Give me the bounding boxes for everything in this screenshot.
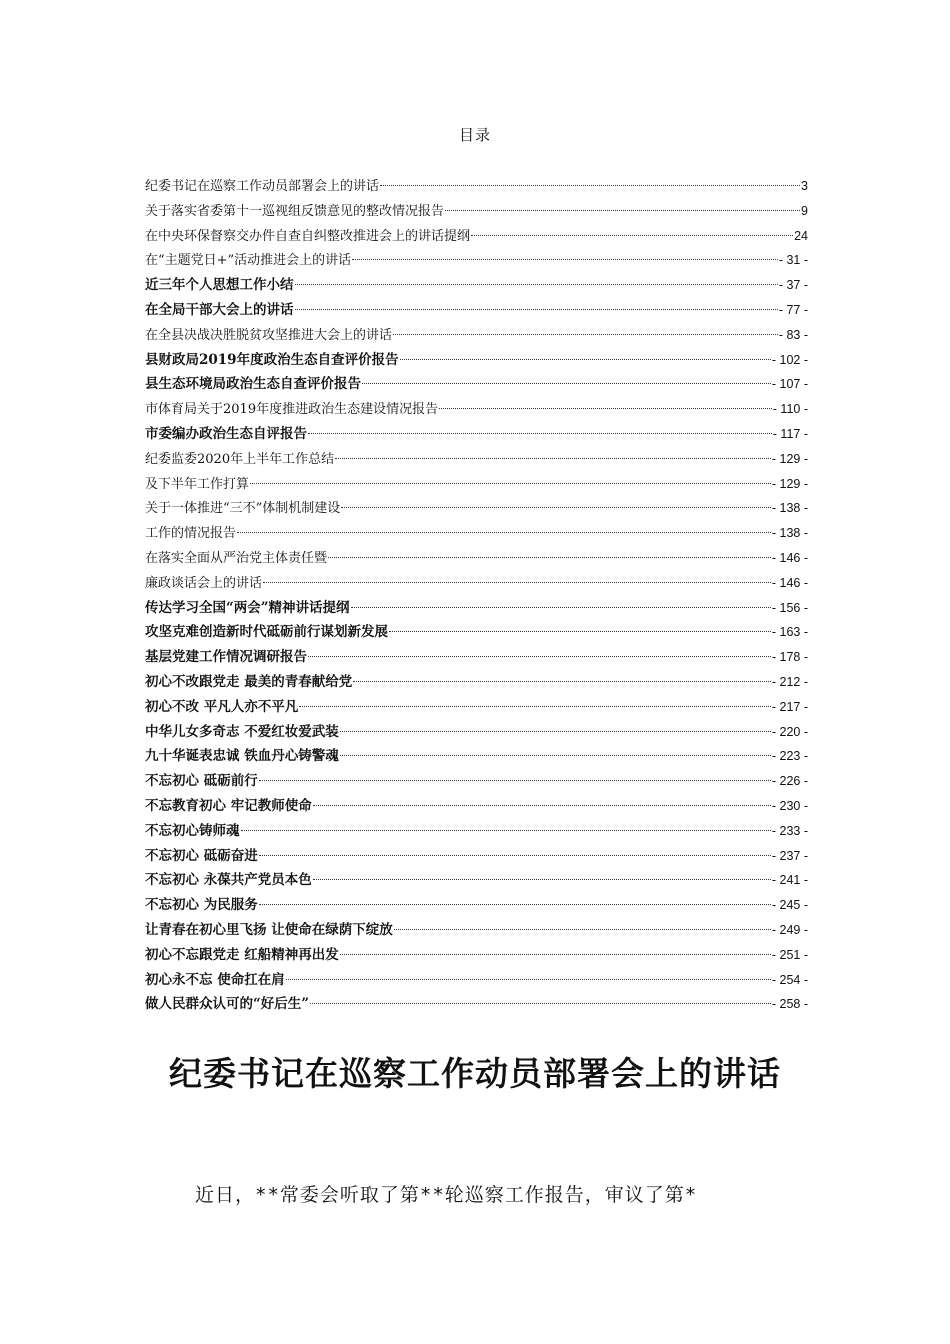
toc-dot-leader [250, 483, 771, 484]
toc-entry-title: 不忘教育初心 牢记教师使命 [145, 797, 312, 814]
toc-entry-title: 县财政局2019年度政治生态自查评价报告 [145, 351, 399, 368]
toc-entry[interactable] [145, 397, 808, 422]
toc-entry[interactable] [145, 521, 808, 546]
toc-dot-leader [335, 458, 771, 459]
toc-entry[interactable] [145, 273, 808, 298]
toc-entry-title: 关于一体推进“三不”体制机制建设 [145, 501, 341, 517]
toc-entry-title: 九十华诞表忠诚 铁血丹心铸警魂 [145, 748, 339, 765]
toc-entry[interactable] [145, 943, 808, 968]
toc-page-number: - 223 - [771, 749, 808, 764]
toc-dot-leader [259, 780, 771, 781]
toc-entry-title: 做人民群众认可的“好后生” [145, 996, 310, 1013]
toc-entry-title: 在落实全面从严治党主体责任暨 [145, 550, 328, 566]
toc-page-number: - 226 - [771, 774, 808, 789]
toc-entry-title: 在中央环保督察交办件自查自纠整改推进会上的讲话提纲 [145, 228, 471, 244]
toc-entry-title: 基层党建工作情况调研报告 [145, 649, 307, 666]
toc-dot-leader [439, 408, 772, 409]
toc-entry-title: 不忘初心 砥砺前行 [145, 773, 258, 790]
toc-entry-title: 让青春在初心里飞扬 让使命在绿荫下绽放 [145, 921, 393, 938]
toc-dot-leader [362, 383, 771, 384]
toc-page-number: - 129 - [771, 476, 808, 491]
toc-entry[interactable] [145, 620, 808, 645]
toc-page-number: - 110 - [772, 402, 808, 417]
toc-entry[interactable] [145, 844, 808, 869]
toc-entry[interactable] [145, 348, 808, 373]
toc-entry-title: 纪委监委2020年上半年工作总结 [145, 451, 335, 467]
toc-page-number: - 245 - [771, 898, 808, 913]
toc-page-number: - 146 - [771, 575, 808, 590]
toc-entry[interactable] [145, 596, 808, 621]
body-paragraph: 近日，**常委会听取了第**轮巡察工作报告，审议了第* [195, 1184, 698, 1206]
toc-entry-title: 传达学习全国“两会”精神讲话提纲 [145, 599, 350, 616]
toc-entry[interactable] [145, 992, 808, 1017]
toc-page-number: - 178 - [771, 650, 808, 665]
toc-page-number: - 233 - [771, 823, 808, 838]
toc-dot-leader [340, 954, 771, 955]
toc-entry-title: 中华儿女多奇志 不爱红妆爱武装 [145, 723, 339, 740]
toc-entry-title: 不忘初心铸师魂 [145, 822, 240, 839]
toc-entry[interactable] [145, 447, 808, 472]
toc-dot-leader [340, 755, 771, 756]
toc-page-number: - 249 - [771, 922, 808, 937]
toc-entry-title: 在全县决战决胜脱贫攻坚推进大会上的讲话 [145, 327, 393, 343]
toc-entry[interactable] [145, 868, 808, 893]
toc-entry-title: 廉政谈话会上的讲话 [145, 575, 263, 591]
toc-entry-title: 市委编办政治生态自评报告 [145, 425, 307, 442]
toc-entry-title: 初心不改 平凡人亦不平凡 [145, 698, 299, 715]
toc-entry[interactable] [145, 298, 808, 323]
toc-entry[interactable] [145, 918, 808, 943]
toc-dot-leader [341, 507, 771, 508]
toc-entry[interactable] [145, 893, 808, 918]
toc-page-number: - 37 - [778, 278, 808, 293]
toc-entry[interactable] [145, 645, 808, 670]
toc-page-number: - 156 - [771, 600, 808, 615]
toc-entry-title: 近三年个人思想工作小结 [145, 277, 294, 294]
toc-page-number: - 83 - [778, 327, 808, 342]
toc-entry[interactable] [145, 819, 808, 844]
toc-dot-leader [445, 210, 800, 211]
toc-dot-leader [295, 309, 778, 310]
toc-dot-leader [352, 259, 778, 260]
toc-page-number: - 107 - [771, 377, 808, 392]
toc-dot-leader [393, 334, 778, 335]
toc-entry-title: 初心永不忘 使命扛在肩 [145, 971, 285, 988]
toc-entry[interactable] [145, 968, 808, 993]
toc-dot-leader [328, 557, 771, 558]
toc-entry-title: 在全局干部大会上的讲话 [145, 301, 294, 318]
toc-page-number: - 163 - [771, 625, 808, 640]
toc-entry-title: 纪委书记在巡察工作动员部署会上的讲话 [145, 179, 380, 194]
document-title: 纪委书记在巡察工作动员部署会上的讲话 [169, 1054, 781, 1093]
toc-page-number: - 31 - [778, 253, 808, 268]
toc-dot-leader [286, 979, 771, 980]
toc-page-number: 24 [794, 228, 808, 243]
toc-entry-title: 不忘初心 砥砺奋进 [145, 847, 258, 864]
toc-dot-leader [400, 359, 771, 360]
toc-entry-title: 在“主题党日+”活动推进会上的讲话 [145, 253, 352, 269]
toc-dot-leader [389, 631, 771, 632]
toc-dot-leader [310, 1003, 771, 1004]
toc-entry[interactable] [145, 224, 808, 249]
toc-page-number: 9 [801, 203, 808, 218]
toc-entry[interactable] [145, 794, 808, 819]
toc-entry-title: 不忘初心 为民服务 [145, 897, 258, 914]
toc-dot-leader [259, 904, 771, 905]
toc-dot-leader [380, 185, 800, 186]
toc-entry[interactable] [145, 199, 808, 224]
toc-page-number: - 220 - [771, 724, 808, 739]
toc-page-number: - 251 - [771, 947, 808, 962]
toc-page-number: - 77 - [778, 302, 808, 317]
toc-page-number: - 138 - [771, 526, 808, 541]
toc-page-number: - 138 - [771, 501, 808, 516]
toc-entry[interactable] [145, 769, 808, 794]
toc-page-number: - 237 - [771, 848, 808, 863]
toc-page-number: - 254 - [771, 972, 808, 987]
toc-dot-leader [259, 855, 771, 856]
toc-entry-title: 初心不忘跟党走 红船精神再出发 [145, 946, 339, 963]
toc-page-number: - 241 - [771, 873, 808, 888]
toc-entry-title: 工作的情况报告 [145, 526, 237, 542]
toc-entry-title: 不忘初心 永葆共产党员本色 [145, 872, 312, 889]
toc-entry[interactable] [145, 744, 808, 769]
toc-entry[interactable] [145, 571, 808, 596]
toc-dot-leader [340, 731, 771, 732]
toc-dot-leader [299, 706, 771, 707]
toc-dot-leader [313, 879, 771, 880]
toc-entry-title: 市体育局关于2019年度推进政治生态建设情况报告 [145, 402, 439, 418]
toc-entry[interactable] [145, 372, 808, 397]
toc-entry[interactable] [145, 323, 808, 348]
toc-page-number: - 212 - [771, 674, 808, 689]
toc-page-number: - 129 - [771, 451, 808, 466]
toc-dot-leader [237, 532, 771, 533]
toc-page-number: - 258 - [771, 997, 808, 1012]
toc-entry[interactable] [145, 472, 808, 497]
toc-dot-leader [353, 681, 771, 682]
table-of-contents [145, 174, 808, 1017]
toc-page-number: 3 [801, 179, 808, 193]
toc-dot-leader [308, 656, 771, 657]
toc-page-number: - 146 - [771, 550, 808, 565]
toc-heading: 目录 [458, 126, 491, 144]
toc-entry-title: 关于落实省委第十一巡视组反馈意见的整改情况报告 [145, 203, 445, 219]
toc-page-number: - 230 - [771, 798, 808, 813]
toc-dot-leader [263, 582, 771, 583]
toc-entry-title: 县生态环境局政治生态自查评价报告 [145, 376, 361, 393]
toc-entry[interactable] [145, 248, 808, 273]
toc-dot-leader [241, 830, 771, 831]
toc-dot-leader [295, 284, 778, 285]
toc-page-number: - 117 - [772, 426, 808, 441]
toc-entry[interactable] [145, 496, 808, 521]
toc-entry-title: 初心不改跟党走 最美的青春献给党 [145, 673, 353, 690]
toc-dot-leader [351, 607, 771, 608]
toc-dot-leader [394, 929, 771, 930]
toc-page-number: - 217 - [771, 699, 808, 714]
toc-page-number: - 102 - [771, 352, 808, 367]
toc-entry[interactable] [145, 174, 808, 199]
toc-entry[interactable] [145, 422, 808, 447]
toc-dot-leader [313, 805, 771, 806]
toc-entry[interactable] [145, 670, 808, 695]
toc-dot-leader [471, 235, 793, 236]
toc-entry-title: 及下半年工作打算 [145, 476, 250, 492]
toc-entry[interactable] [145, 720, 808, 745]
toc-entry[interactable] [145, 546, 808, 571]
toc-dot-leader [308, 433, 772, 434]
toc-entry[interactable] [145, 695, 808, 720]
toc-entry-title: 攻坚克难创造新时代砥砺前行谋划新发展 [145, 624, 388, 641]
